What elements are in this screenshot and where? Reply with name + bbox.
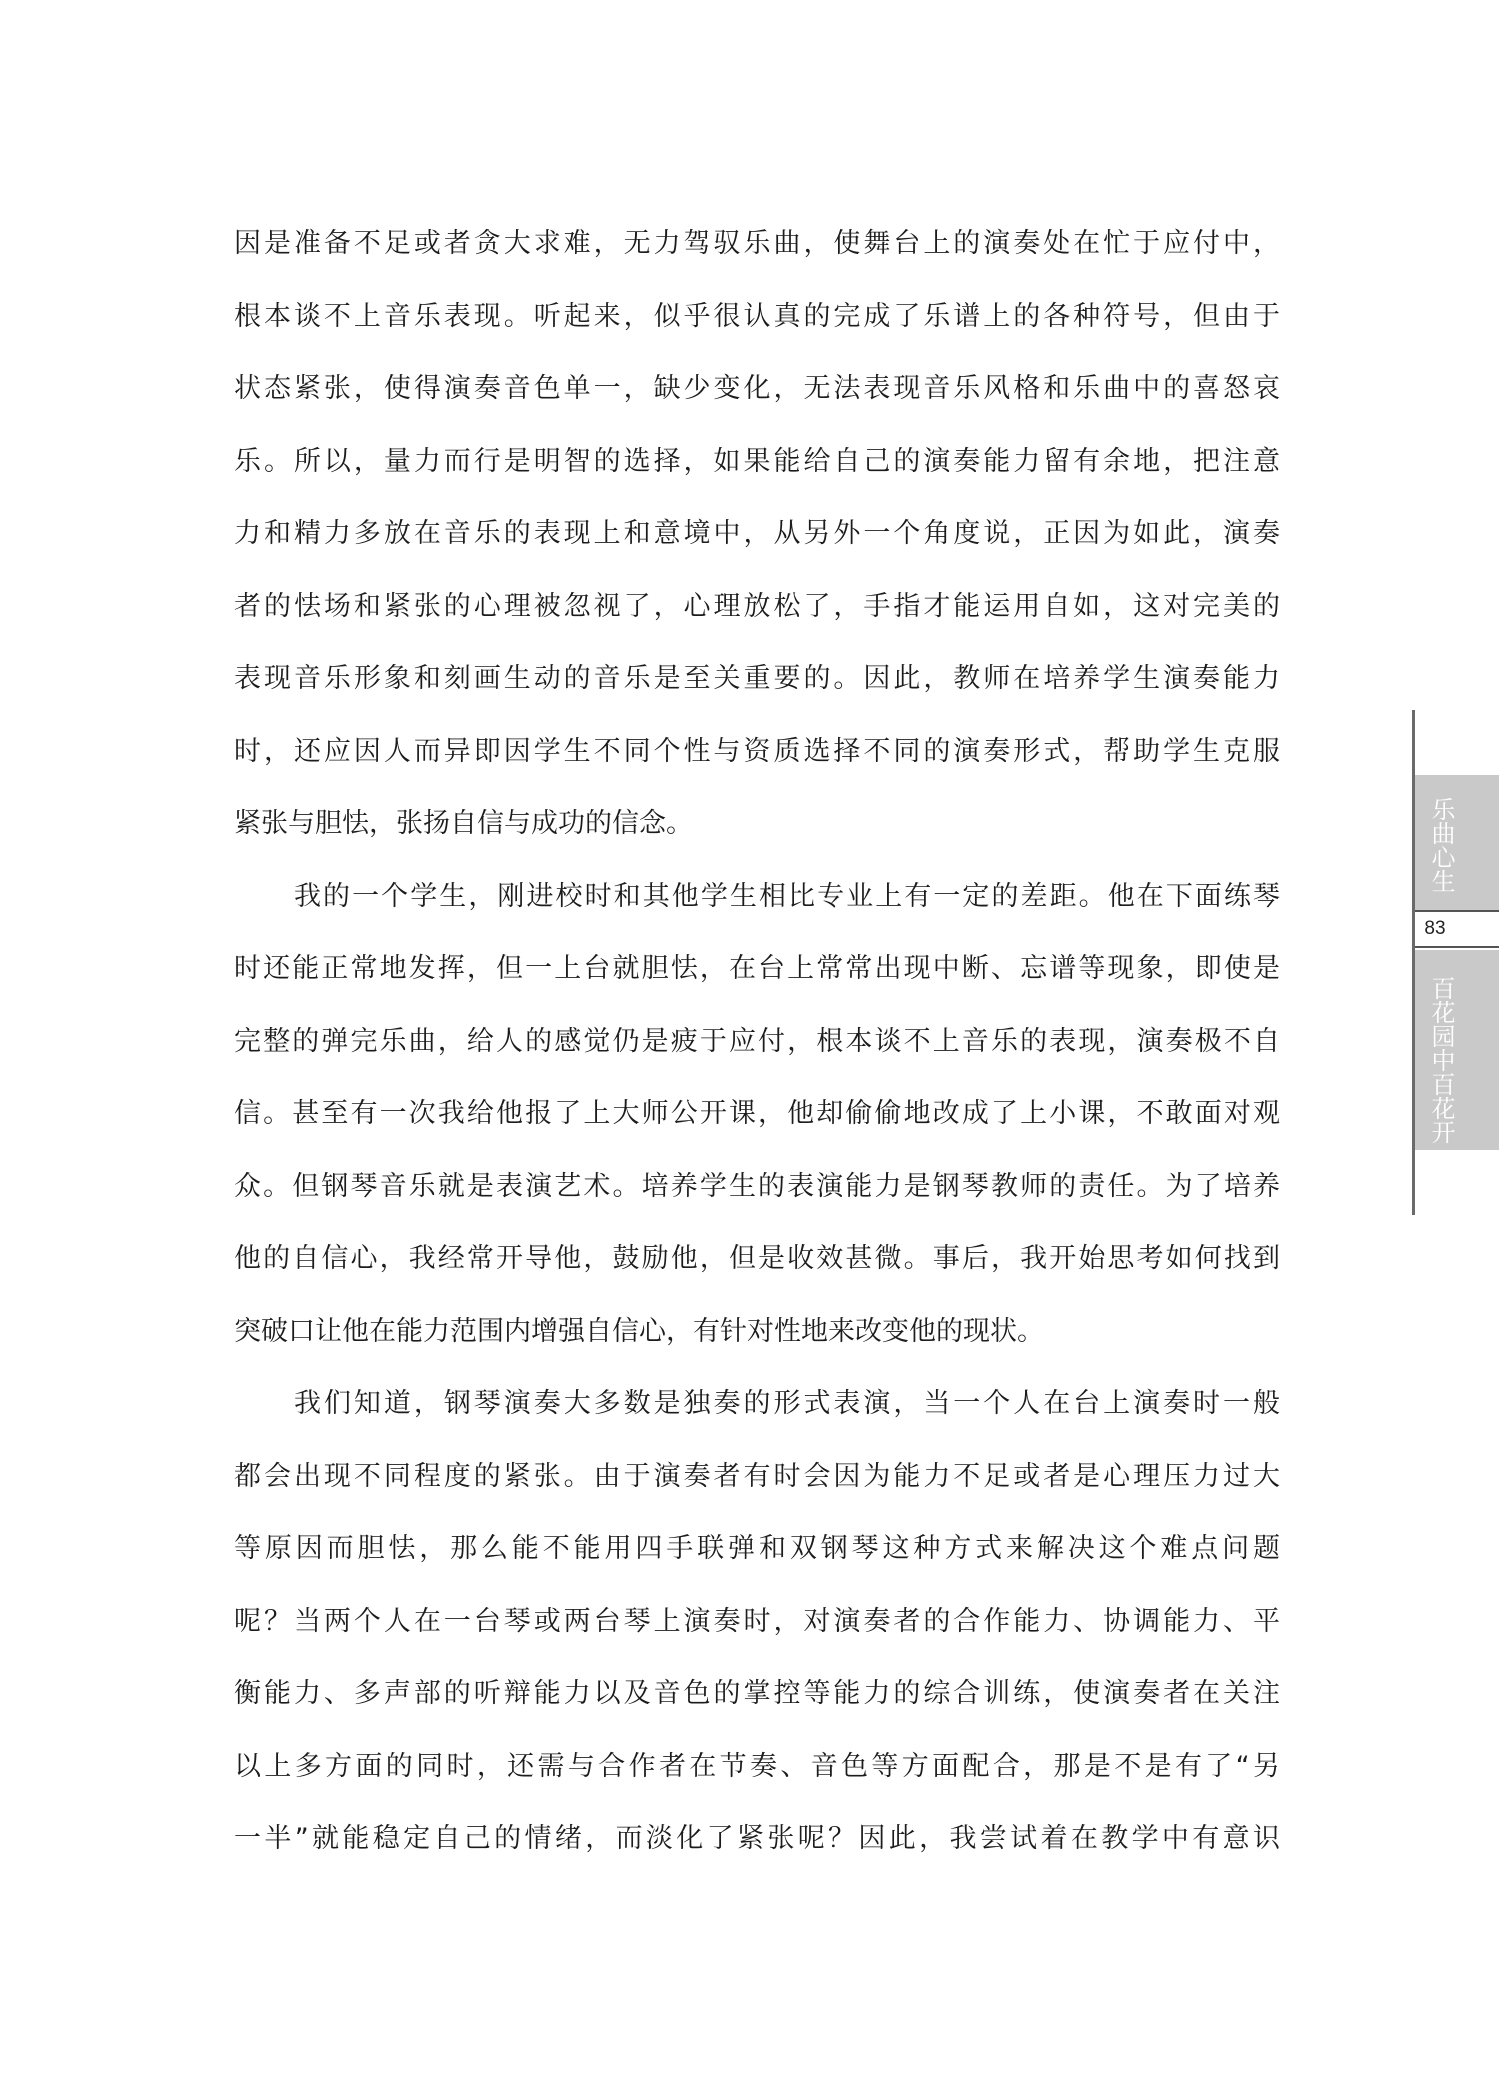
text-line: 他的自信心，我经常开导他，鼓励他，但是收效甚微。事后，我开始思考如何找到 <box>234 1243 1280 1274</box>
text-line: 等原因而胆怯，那么能不能用四手联弹和双钢琴这种方式来解决这个难点问题 <box>234 1533 1280 1564</box>
text-line: 衡能力、多声部的听辩能力以及音色的掌控等能力的综合训练，使演奏者在关注 <box>234 1678 1280 1709</box>
text-line: 因是准备不足或者贪大求难，无力驾驭乐曲，使舞台上的演奏处在忙于应付中， <box>234 228 1280 259</box>
text-line: 都会出现不同程度的紧张。由于演奏者有时会因为能力不足或者是心理压力过大 <box>234 1460 1280 1492</box>
text-line: 表现音乐形象和刻画生动的音乐是至关重要的。因此，教师在培养学生演奏能力 <box>234 663 1280 694</box>
text-line: 者的怯场和紧张的心理被忽视了，心理放松了，手指才能运用自如，这对完美的 <box>234 590 1280 622</box>
paragraph-start-line: 我们知道，钢琴演奏大多数是独奏的形式表演，当一个人在台上演奏时一般 <box>294 1388 1280 1419</box>
text-line: 众。但钢琴音乐就是表演艺术。培养学生的表演能力是钢琴教师的责任。为了培养 <box>234 1170 1280 1202</box>
text-line: 紧张与胆怯，张扬自信与成功的信念。 <box>234 808 693 839</box>
section-tab-label: 乐曲心生 <box>1427 797 1455 893</box>
text-line: 信。甚至有一次我给他报了上大师公开课，他却偷偷地改成了上小课，不敢面对观 <box>234 1098 1280 1129</box>
text-line: 以上多方面的同时，还需与合作者在节奏、音色等方面配合，那是不是有了“另 <box>234 1750 1280 1782</box>
text-line: 呢？当两个人在一台琴或两台琴上演奏时，对演奏者的合作能力、协调能力、平 <box>234 1605 1280 1637</box>
text-line: 时还能正常地发挥，但一上台就胆怯，在台上常常出现中断、忘谱等现象，即使是 <box>234 953 1280 984</box>
text-line: 完整的弹完乐曲，给人的感觉仍是疲于应付，根本谈不上音乐的表现，演奏极不自 <box>234 1025 1280 1057</box>
section-tab <box>1415 775 1499 910</box>
text-line: 突破口让他在能力范围内增强自信心，有针对性地来改变他的现状。 <box>234 1315 1044 1347</box>
paragraph-start-line: 我的一个学生，刚进校时和其他学生相比专业上有一定的差距。他在下面练琴 <box>294 880 1280 912</box>
text-line: 根本谈不上音乐表现。听起来，似乎很认真的完成了乐谱上的各种符号，但由于 <box>234 300 1280 332</box>
chapter-tab <box>1415 950 1499 1150</box>
text-line: 乐。所以，量力而行是明智的选择，如果能给自己的演奏能力留有余地，把注意 <box>234 445 1280 477</box>
page-number: 83 <box>1424 918 1446 939</box>
text-line: 力和精力多放在音乐的表现上和意境中，从另外一个角度说，正因为如此，演奏 <box>234 518 1280 549</box>
text-line: 状态紧张，使得演奏音色单一，缺少变化，无法表现音乐风格和乐曲中的喜怒哀 <box>234 373 1280 404</box>
text-line: 一半”就能稳定自己的情绪，而淡化了紧张呢？因此，我尝试着在教学中有意识 <box>234 1823 1280 1854</box>
text-line: 时，还应因人而异即因学生不同个性与资质选择不同的演奏形式，帮助学生克服 <box>234 735 1280 767</box>
chapter-tab-label: 百花园中百花开 <box>1427 976 1455 1144</box>
body-text <box>234 208 1280 1876</box>
